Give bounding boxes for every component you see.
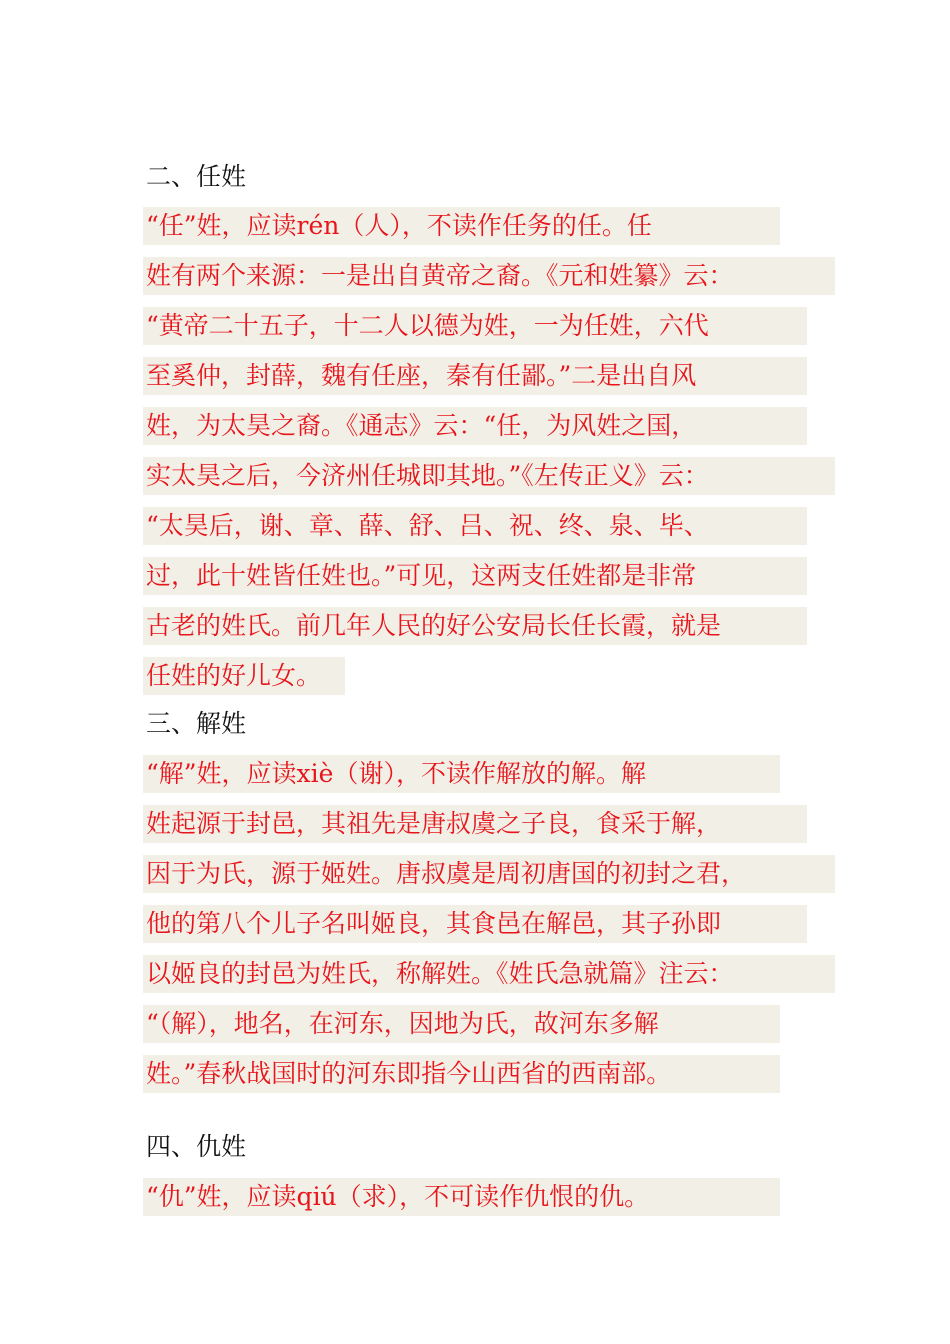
- section-heading-qiu: 四、仇姓: [146, 1132, 247, 1161]
- section-heading-xie: 三、解姓: [146, 709, 247, 738]
- paragraph-line: 古老的姓氏。前几年人民的好公安局长任长霞，就是: [143, 607, 807, 645]
- paragraph-line: 实太昊之后，今济州任城即其地。”《左传正义》云：: [143, 457, 835, 495]
- paragraph-line: 他的第八个儿子名叫姬良，其食邑在解邑，其子孙即: [143, 905, 807, 943]
- section-heading-ren: 二、任姓: [146, 162, 247, 191]
- paragraph-line: 任姓的好儿女。: [143, 657, 345, 695]
- paragraph-line: 姓。”春秋战国时的河东即指今山西省的西南部。: [143, 1055, 780, 1093]
- paragraph-line: “任”姓，应读rén（人），不读作任务的任。任: [143, 207, 780, 245]
- paragraph-line: 姓起源于封邑，其祖先是唐叔虞之子良，食采于解，: [143, 805, 807, 843]
- paragraph-line: “黄帝二十五子，十二人以德为姓，一为任姓，六代: [143, 307, 807, 345]
- paragraph-line: 因于为氏，源于姬姓。唐叔虞是周初唐国的初封之君，: [143, 855, 835, 893]
- paragraph-line: 至奚仲，封薛，魏有任座，秦有任鄙。”二是出自风: [143, 357, 807, 395]
- paragraph-line: 姓有两个来源：一是出自黄帝之裔。《元和姓纂》云：: [143, 257, 835, 295]
- paragraph-line: 以姬良的封邑为姓氏，称解姓。《姓氏急就篇》注云：: [143, 955, 835, 993]
- paragraph-line: “仇”姓，应读qiú（求），不可读作仇恨的仇。: [143, 1178, 780, 1216]
- paragraph-line: “解”姓，应读xiè（谢），不读作解放的解。解: [143, 755, 780, 793]
- paragraph-line: 过，此十姓皆任姓也。”可见，这两支任姓都是非常: [143, 557, 807, 595]
- paragraph-line: 姓，为太昊之裔。《通志》云：“任，为风姓之国，: [143, 407, 807, 445]
- paragraph-line: “（解），地名，在河东，因地为氏，故河东多解: [143, 1005, 780, 1043]
- paragraph-line: “太昊后，谢、章、薛、舒、吕、祝、终、泉、毕、: [143, 507, 807, 545]
